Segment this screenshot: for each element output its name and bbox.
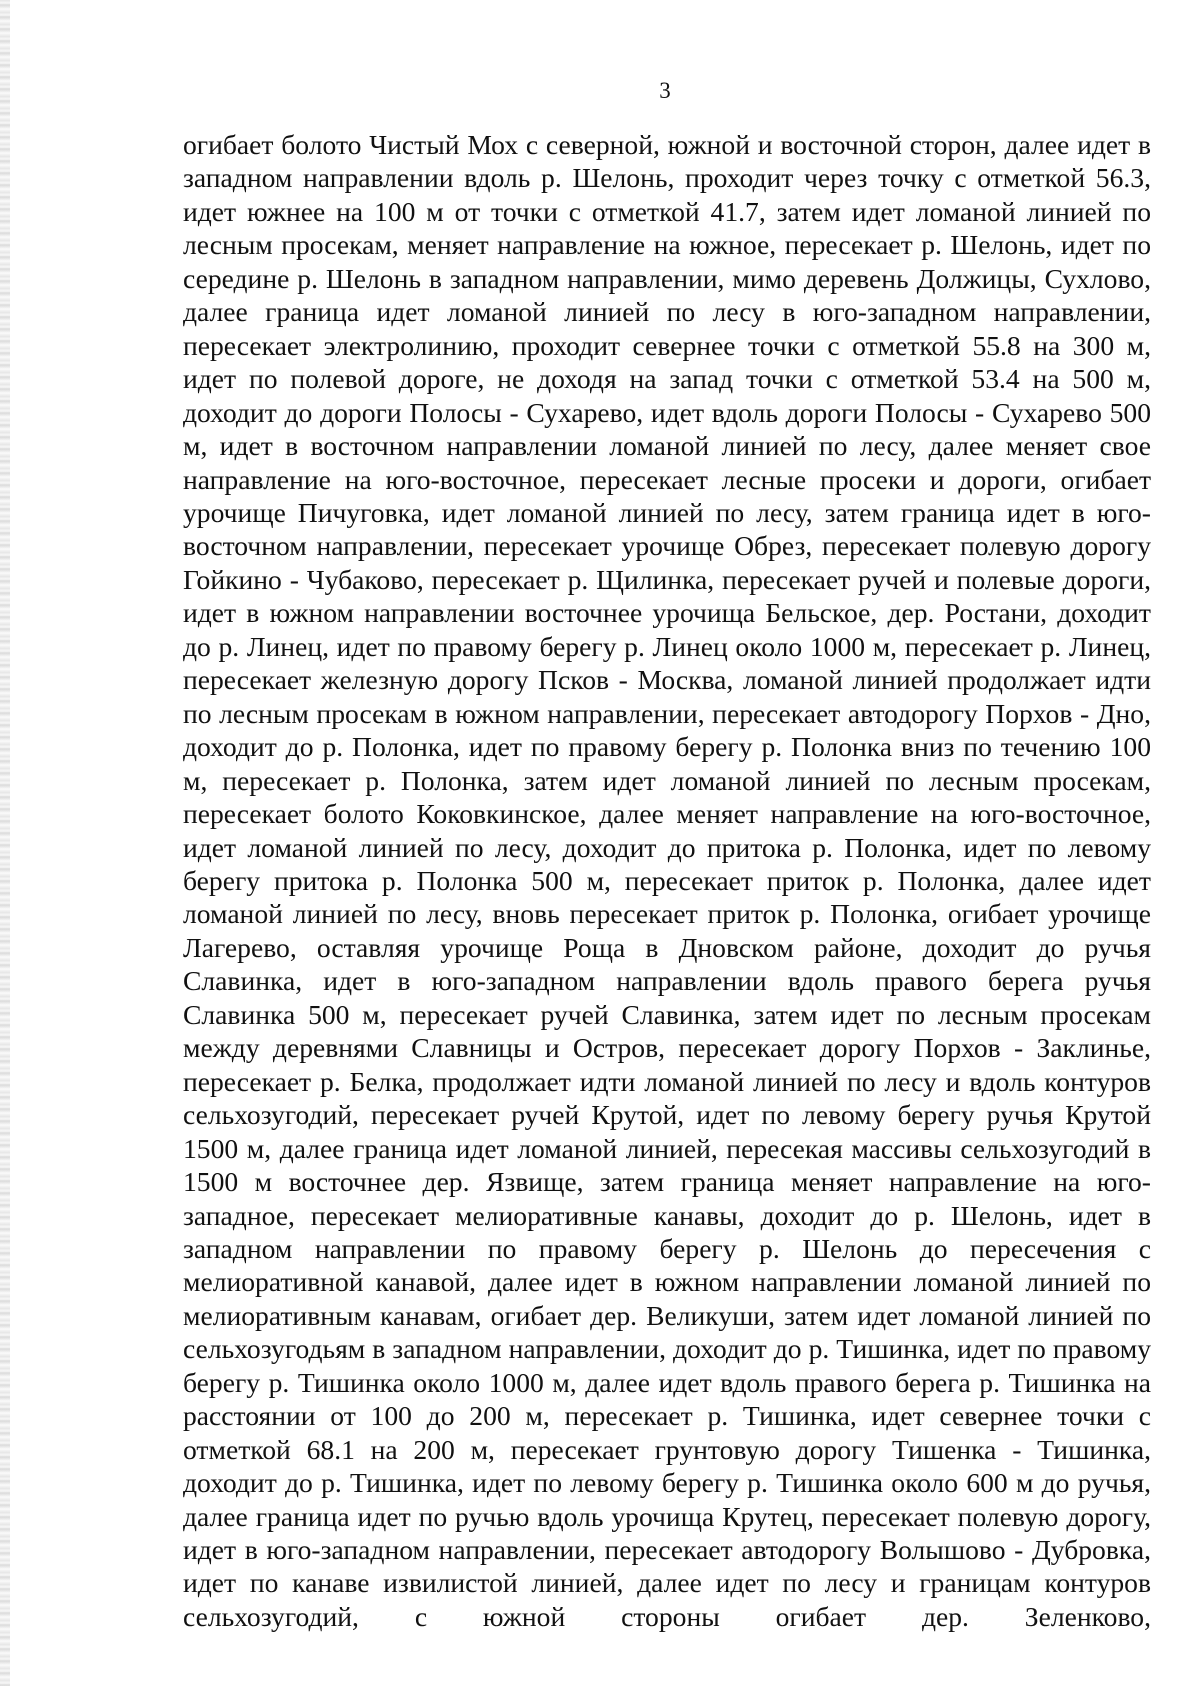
scan-edge-shadow (0, 0, 10, 1686)
body-paragraph: огибает болото Чистый Мох с северной, южной и восточной сторон, далее идет в западном направлении вдоль р. Шелонь, проходит через точку с отметкой 56.3, идет южнее на 100 м от точки с отметкой 41.7, затем идет ломаной линией по лесным просекам, меняет направление на южное, пересекает р. Шелонь, идет по середине р. Шелонь в западном направлении, мимо деревень Должицы, Сухлово, далее граница идет ломаной линией по лесу в юго-западном направлении, пересекает электролинию, проходит севернее точки с отметкой 55.8 на 300 м, идет по полевой дороге, не доходя на запад точки с отметкой 53.4 на 500 м, доходит до дороги Полосы - Сухарево, идет вдоль дороги Полосы - Сухарево 500 м, идет в восточном направлении ломаной линией по лесу, далее меняет свое направление на юго-восточное, пересекает лесные просеки и дороги, огибает урочище Пичуговка, идет ломаной линией по лесу, затем граница идет в юго-восточном направлении, пересекает урочище Обрез, пересекает полевую дорогу Гойкино - Чубаково, пересекает р. Щилинка, пересекает ручей и полевые дороги, идет в южном направлении восточнее урочища Бельское, дер. Ростани, доходит до р. Линец, идет по правому берегу р. Линец около 1000 м, пересекает р. Линец, пересекает железную дорогу Псков - Москва, ломаной линией продолжает идти по лесным просекам в южном направлении, пересекает автодорогу Порхов - Дно, доходит до р. Полонка, идет по правому берегу р. Полонка вниз по течению 100 м, пересекает р. Полонка, затем идет ломаной линией по лесным просекам, пересекает болото Коковкинское, далее меняет направление на юго-восточное, идет ломаной линией по лесу, доходит до притока р. Полонка, идет по левому берегу притока р. Полонка 500 м, пересекает приток р. Полонка, далее идет ломаной линией по лесу, вновь пересекает приток р. Полонка, огибает урочище Лагерево, оставляя урочище Роща в Дновском районе, доходит до ручья Славинка, идет в юго-западном направлении вдоль правого берега ручья Славинка 500 м, пересекает ручей Славинка, затем идет по лесным просекам между деревнями Славницы и Остров, пересекает дорогу Порхов - Заклинье, пересекает р. Белка, продолжает идти ломаной линией по лесу и вдоль контуров сельхозугодий, пересекает ручей Крутой, идет по левому берегу ручья Крутой 1500 м, далее граница идет ломаной линией, пересекая массивы сельхозугодий в 1500 м восточнее дер. Язвище, затем граница меняет направление на юго-западное, пересекает мелиоративные канавы, доходит до р. Шелонь, идет в западном направлении по правому берегу р. Шелонь до пересечения с мелиоративной канавой, далее идет в южном направлении ломаной линией по мелиоративным канавам, огибает дер. Великуши, затем идет ломаной линией по сельхозугодьям в западном направлении, доходит до р. Тишинка, идет по правому берегу р. Тишинка около 1000 м, далее идет вдоль правого берега р. Тишинка на расстоянии от 100 до 200 м, пересекает р. Тишинка, идет севернее точки с отметкой 68.1 на 200 м, пересекает грунтовую дорогу Тишенка - Тишинка, доходит до р. Тишинка, идет по левому берегу р. Тишинка около 600 м до ручья, далее граница идет по ручью вдоль урочища Крутец, пересекает полевую дорогу, идет в юго-западном направлении, пересекает автодорогу Волышово - Дубровка, идет по канаве извилистой линией, далее идет по лесу и границам контуров сельхозугодий, с южной стороны огибает дер. Зеленково, (183, 129, 1151, 1632)
page-number: 3 (659, 78, 671, 103)
